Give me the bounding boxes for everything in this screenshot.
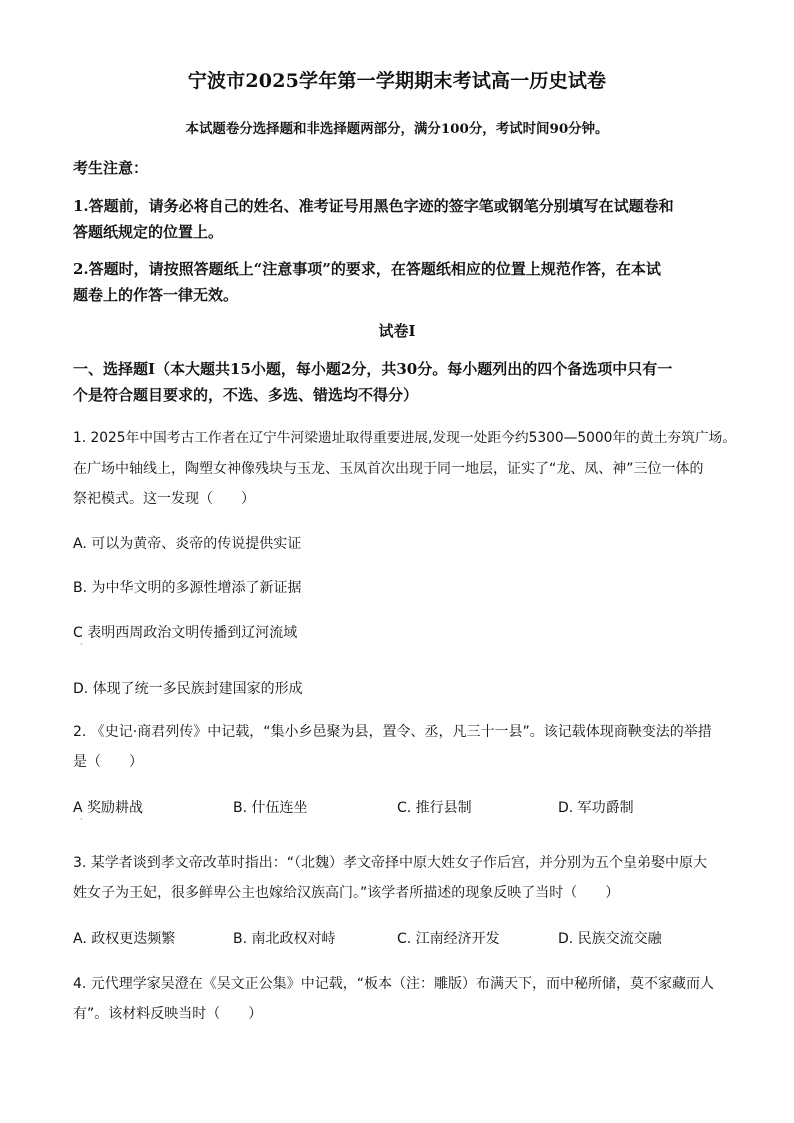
notice-item-1-line-1: 1.答题前，请务必将自己的姓名、准考证号用黑色字迹的签字笔或钢笔分别填写在试题卷和: [73, 197, 674, 215]
question-1-option-d: D. 体现了统一多民族封建国家的形成: [73, 681, 303, 697]
question-3-line-2: 姓女子为王妃，很多鲜卑公主也嫁给汉族高门。”该学者所描述的现象反映了当时（ ）: [73, 885, 620, 901]
question-2-line-1: 2. 《史记·商君列传》中记载，“集小乡邑聚为县，置令、丞，凡三十一县”。该记载体现商鞅变法的举措: [73, 724, 712, 740]
exam-subtitle: 本试题卷分选择题和非选择题两部分，满分100分，考试时间90分钟。: [185, 121, 609, 137]
decorative-dot: ·: [80, 815, 83, 824]
question-2-option-c: C. 推行县制: [397, 800, 472, 816]
question-2-option-a: A 奖励耕战: [73, 800, 144, 816]
question-1-line-3: 祭祀模式。这一发现（ ）: [73, 491, 255, 507]
notice-item-2-line-1: 2.答题时，请按照答题纸上“注意事项”的要求，在答题纸相应的位置上规范作答，在本试: [73, 260, 661, 278]
question-3-line-1: 3. 某学者谈到孝文帝改革时指出：“（北魏）孝文帝择中原大姓女子作后宫，并分别为五个皇弟娶中原大: [73, 855, 708, 871]
paper-label: 试卷Ⅰ: [378, 322, 416, 340]
question-3-option-d: D. 民族交流交融: [558, 931, 662, 947]
question-3-option-b: B. 南北政权对峙: [233, 931, 336, 947]
question-1-line-2: 在广场中轴线上，陶塑女神像残块与玉龙、玉凤首次出现于同一地层，证实了“龙、凤、神”三位一体的: [73, 461, 704, 477]
question-2-option-b: B. 什伍连坐: [233, 800, 308, 816]
exam-title: 宁波市2025学年第一学期期末考试高一历史试卷: [187, 70, 607, 92]
question-1-line-1: 1. 2025年中国考古工作者在辽宁牛河梁遗址取得重要进展,发现一处距今约5300—5000年的黄土夯筑广场。: [73, 430, 737, 446]
question-2-line-2: 是（ ）: [73, 754, 143, 770]
question-3-option-a: A. 政权更迭频繁: [73, 931, 176, 947]
notice-item-1-line-2: 答题纸规定的位置上。: [73, 223, 224, 241]
section-heading-line-1: 一、选择题Ⅰ（本大题共15小题，每小题2分，共30分。每小题列出的四个备选项中只有一: [73, 360, 673, 378]
question-1-option-c: C 表明西周政治文明传播到辽河流域: [73, 625, 298, 641]
notice-heading: 考生注意：: [73, 159, 149, 177]
question-4-line-2: 有”。该材料反映当时（ ）: [73, 1006, 263, 1022]
notice-item-2-line-2: 题卷上的作答一律无效。: [73, 286, 239, 304]
question-1-option-a: A. 可以为黄帝、炎帝的传说提供实证: [73, 536, 302, 552]
question-4-line-1: 4. 元代理学家吴澄在《吴文正公集》中记载，“板本（注：雕版）布满天下，而中秘所储，莫不家藏而人: [73, 976, 715, 992]
decorative-dot: ·: [80, 640, 83, 649]
question-3-option-c: C. 江南经济开发: [397, 931, 500, 947]
section-heading-line-2: 个是符合题目要求的，不选、多选、错选均不得分）: [73, 386, 419, 404]
question-1-option-b: B. 为中华文明的多源性增添了新证据: [73, 580, 302, 596]
question-2-option-d: D. 军功爵制: [558, 800, 634, 816]
